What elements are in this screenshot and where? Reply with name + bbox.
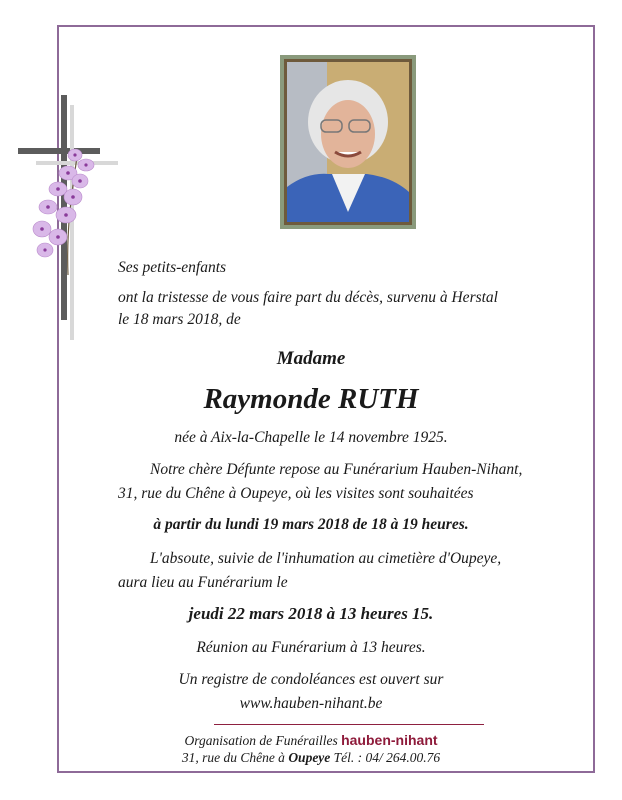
meeting-line: Réunion au Funérarium à 13 heures. [196, 639, 426, 656]
honorific: Madame [276, 348, 346, 369]
phone-number: Tél. : 04/ 264.00.76 [333, 750, 441, 765]
footer-address [0, 749, 622, 767]
footer-divider [214, 724, 484, 725]
website-link[interactable]: www.hauben-nihant.be [239, 695, 383, 712]
brand-name: hauben-nihant [341, 732, 438, 748]
absoute-line-2: aura lieu au Funérarium le [118, 574, 288, 591]
address-text: 31, rue du Chêne à [181, 750, 285, 765]
intro-line: Ses petits-enfants [118, 259, 227, 276]
absoute-line-1: L'absoute, suivie de l'inhumation au cimetière d'Oupeye, [150, 550, 502, 567]
announcement-line-1: ont la tristesse de vous faire part du décès, survenu à Herstal [118, 289, 498, 306]
organisation-line [0, 731, 622, 750]
birth-line: née à Aix-la-Chapelle le 14 novembre 1925. [174, 429, 448, 446]
rest-line-1: Notre chère Défunte repose au Funérarium Hauben-Nihant, [150, 461, 523, 478]
deceased-name: Raymonde RUTH [203, 383, 419, 415]
rest-line-2: 31, rue du Chêne à Oupeye, où les visites sont souhaitées [118, 485, 474, 502]
address-town: Oupeye [288, 750, 331, 765]
announcement-line-2: le 18 mars 2018, de [118, 311, 241, 328]
organisation-label: Organisation de Funérailles [184, 733, 338, 748]
register-line: Un registre de condoléances est ouvert sur [178, 671, 444, 688]
ceremony-date: jeudi 22 mars 2018 à 13 heures 15. [188, 604, 434, 623]
cross-with-orchids-icon [18, 95, 118, 340]
visiting-hours: à partir du lundi 19 mars 2018 de 18 à 19 heures. [153, 516, 469, 533]
portrait-photo [280, 55, 416, 229]
